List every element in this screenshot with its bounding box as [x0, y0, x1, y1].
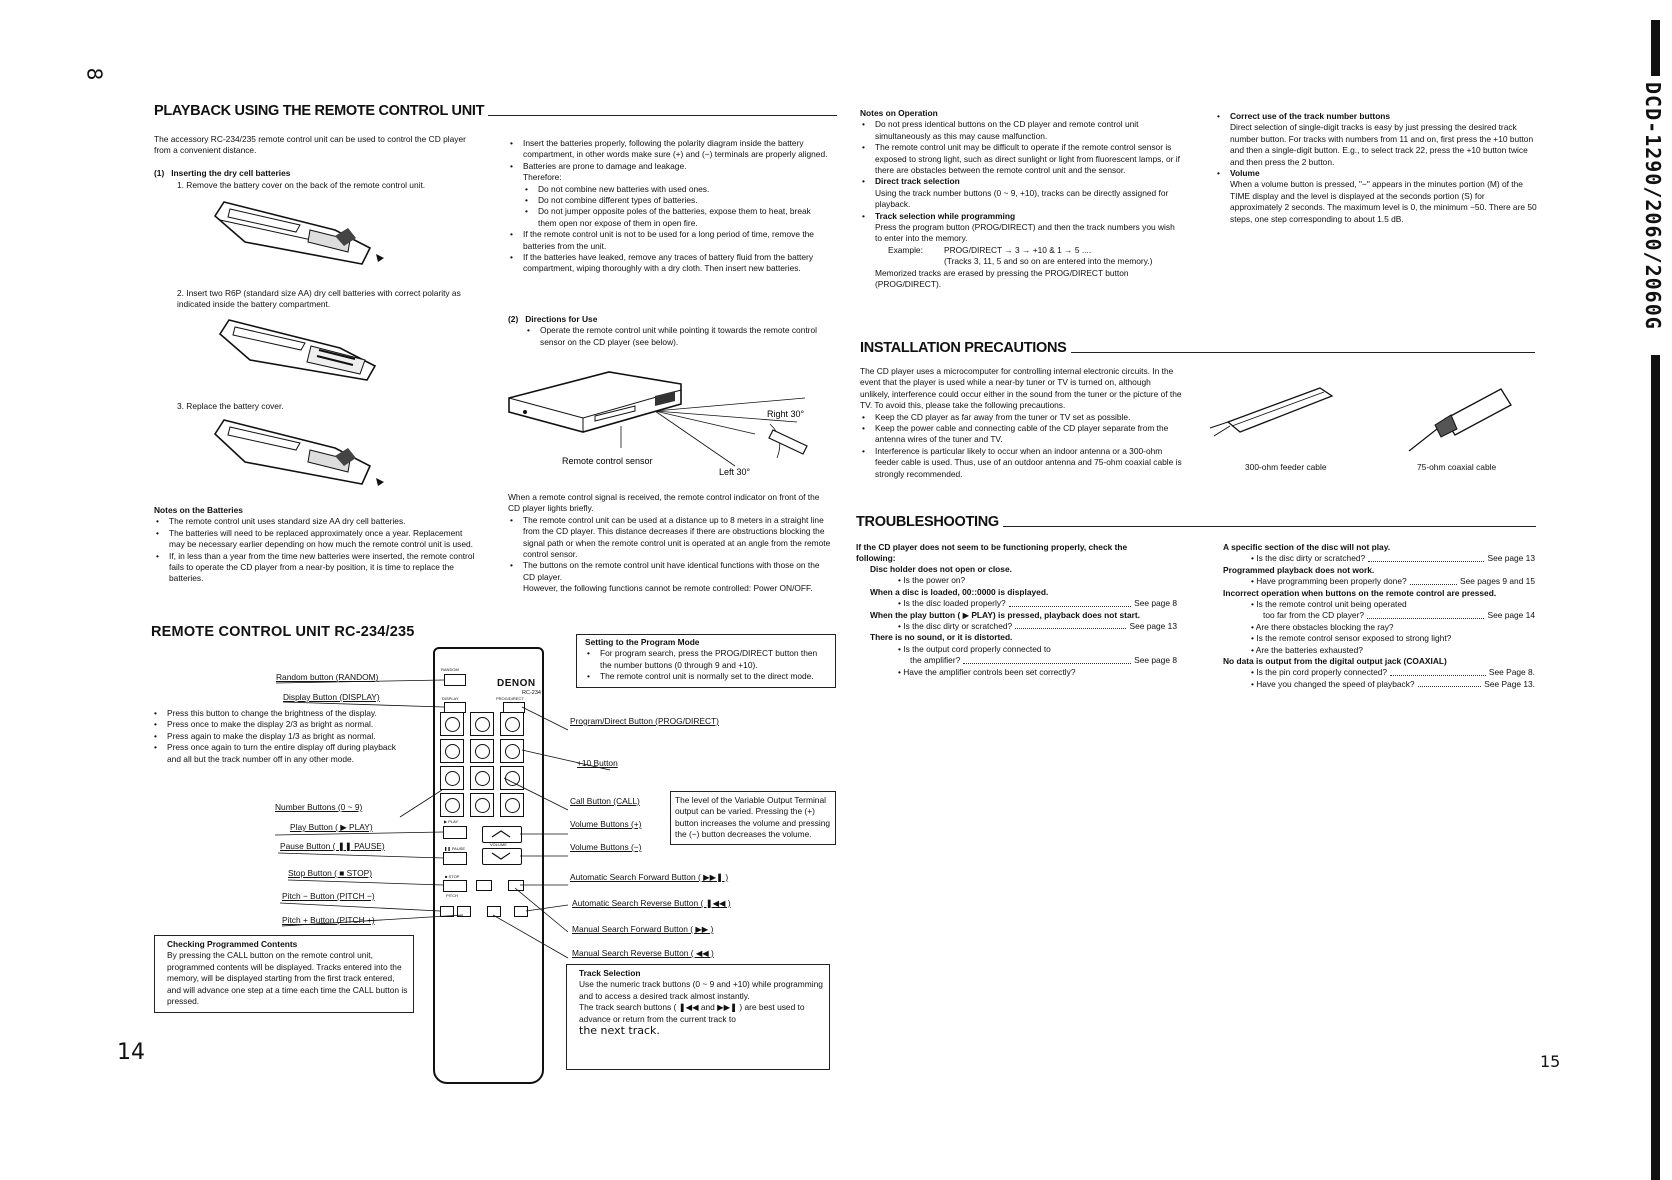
number-button[interactable]: [500, 766, 524, 790]
callout-play: Play Button ( ▶ PLAY): [290, 822, 373, 832]
troubleshooting-left: [870, 564, 1177, 678]
battery-step-3: 3. Replace the battery cover.: [177, 401, 284, 411]
trouble-check-text: • Have programming been properly done?: [1251, 576, 1407, 587]
trouble-symptom: Programmed playback does not work.: [1223, 564, 1375, 575]
number-button-knob: [505, 798, 520, 813]
number-button[interactable]: [470, 793, 494, 817]
pause-button[interactable]: [443, 852, 467, 865]
auto-search-forward-button[interactable]: [514, 906, 528, 917]
callout-auto-search-reverse: Automatic Search Reverse Button ( ❚◀◀ ): [572, 898, 731, 908]
play-button-label: ▶ PLAY: [444, 819, 459, 824]
number-button[interactable]: [440, 793, 464, 817]
callout-volume-down: Volume Buttons (−): [570, 842, 642, 852]
track-buttons-volume-notes: • Correct use of the track number buttons Direct selection of single-digit tracks is easy by just pressing the desired track number button. For tracks with numbers from 11 and on, first press the +10 button and then a single-digit button. E.g., to select track 22, press the +10 button twice and then press the 2 button. • Volume When a volume button is pressed, "−" appears in the minutes portion (M) of the TIME display and the level is displayed at the seconds portion (S) for approximately 2 seconds. The maximum level is 0, the minimum −50. There are 50 steps, one step corresponding to about 1.5 dB.: [1215, 111, 1537, 225]
number-button-knob: [505, 744, 520, 759]
trouble-check: [870, 667, 1177, 678]
number-button[interactable]: [500, 739, 524, 763]
dot-leader: [963, 655, 1131, 663]
side-bar-lower: [1651, 355, 1660, 1180]
rcu-section-title: REMOTE CONTROL UNIT RC-234/235: [151, 624, 415, 640]
number-button-knob: [445, 771, 460, 786]
trouble-page-ref: See Page 8.: [1488, 667, 1535, 678]
callout-stop: Stop Button ( ■ STOP): [288, 868, 373, 878]
display-button-notes: • Press this button to change the brightness of the display. • Press once to make the display 2/3 as bright as normal. • Press again to make the display 1/3 as bright as normal. • Press once again to turn the entire display off during playback and all but the track number off in any other mode.: [152, 708, 402, 765]
trouble-check: [870, 655, 1177, 666]
number-pad: [440, 712, 530, 820]
battery-notes: Notes on the Batteries • The remote control unit uses standard size AA dry cell batteries. • The batteries will need to be replaced approximately once a year. Replacement may be necessary earlier depending on how much the remote control unit is used. • If, in less than a year from the time new batteries were inserted, the remote control fails to operate the CD player from a near-by position, it is time to replace the batteries.: [154, 505, 476, 585]
trouble-symptom: Disc holder does not open or close.: [870, 564, 1012, 574]
number-button[interactable]: [500, 712, 524, 736]
number-button[interactable]: [470, 766, 494, 790]
trouble-check-text: • Are the batteries exhausted?: [1251, 644, 1363, 655]
remote-brand: DENON: [497, 678, 536, 689]
number-button-knob: [505, 717, 520, 732]
callout-manual-search-reverse: Manual Search Reverse Button ( ◀◀ ): [572, 948, 714, 958]
trouble-check: [1223, 679, 1535, 690]
trouble-page-ref: See page 14: [1487, 610, 1535, 621]
trouble-check-text: • Is the disc loaded properly?: [898, 598, 1006, 609]
checking-programmed-box: Checking Programmed Contents By pressing the CALL button on the remote control unit, programmed contents will be displayed. Tracks entered into the memory, will be displayed starting from the first track entered, and will advance one step at a time each time the CALL button is pressed.: [154, 935, 414, 1013]
page-number-right: 15: [1540, 1052, 1561, 1071]
trouble-symptom: Incorrect operation when buttons on the remote control are pressed.: [1223, 587, 1497, 598]
number-button-knob: [475, 744, 490, 759]
trouble-page-ref: See page 13: [1487, 553, 1535, 564]
number-button[interactable]: [500, 793, 524, 817]
trouble-check-text: • Is the disc dirty or scratched?: [1251, 553, 1366, 564]
number-button[interactable]: [440, 712, 464, 736]
random-button-label: RANDOM: [441, 667, 459, 672]
trouble-check: [1223, 645, 1535, 656]
program-mode-box: Setting to the Program Mode • For program search, press the PROG/DIRECT button then the number buttons (0 through 9 and +10). • The remote control unit is normally set to the direct mode.: [576, 634, 836, 688]
trouble-page-ref: See Page 13.: [1484, 678, 1535, 689]
trouble-check-text: • Have you changed the speed of playback?: [1251, 678, 1415, 689]
callout-random: Random button (RANDOM): [276, 672, 379, 682]
figure-label-right: Right 30°: [767, 409, 805, 419]
display-button-label: DISPLAY: [442, 696, 459, 701]
battery-note: • If, in less than a year from the time new batteries were inserted, the remote control fails to operate the CD player from a near-by position, it is time to replace the batteries.: [154, 551, 476, 585]
trouble-symptom: A specific section of the disc will not play.: [1223, 542, 1391, 552]
trouble-check: [1223, 576, 1535, 587]
play-button[interactable]: [443, 826, 467, 839]
callout-pause: Pause Button ( ❚❚ PAUSE): [280, 841, 385, 851]
dot-leader: [1367, 610, 1484, 618]
feeder-cable-illustration: [1208, 380, 1338, 450]
coaxial-cable-illustration: [1405, 385, 1515, 455]
trouble-check: [870, 621, 1177, 632]
battery-precautions: • Insert the batteries properly, following the polarity diagram inside the battery compartment, in other words make sure (+) and (−) terminals are properly aligned. • Batteries are prone to damage and leakage. Therefore: • Do not combine new batteries with used ones. • Do not combine different types of batteries. • Do not jumper opposite poles of the batteries, expose them to heat, break them open nor expose of them in open fire. • If the remote control unit is not to be used for a long period of time, remove the batteries from the unit. • If the batteries have leaked, remove any traces of battery fluid from the battery compartment, wiping thoroughly with a dry cloth. Then insert new batteries.: [508, 138, 831, 275]
trouble-check-text: • Is the disc dirty or scratched?: [898, 621, 1013, 632]
trouble-page-ref: See page 8: [1134, 655, 1177, 666]
dot-leader: [1390, 667, 1486, 675]
track-selection-box: Track Selection Use the numeric track buttons (0 ~ 9 and +10) while programming and to access a desired track almost instantly. The track search buttons ( ❚◀◀ and ▶▶❚ ) are best used to advance or return from the current track to the next track.: [566, 964, 830, 1070]
side-model-label: DCD-1290/2060/2060G: [1641, 82, 1665, 330]
remote-battery-illustration-2: [215, 312, 390, 384]
pause-button-label: ❚❚ PAUSE: [444, 846, 466, 851]
playback-section-title: PLAYBACK USING THE REMOTE CONTROL UNIT: [154, 103, 837, 119]
volume-info-box: The level of the Variable Output Terminal output can be varied. Pressing the (+) button increases the volume and pressing the (−) button decreases the volume.: [670, 791, 836, 845]
number-button[interactable]: [470, 739, 494, 763]
trouble-check: [1223, 553, 1535, 564]
remote-battery-illustration-1: [210, 194, 390, 272]
number-button[interactable]: [440, 766, 464, 790]
pitch-plus-button[interactable]: [457, 906, 471, 917]
dot-leader: [1015, 621, 1126, 629]
trouble-check-text: the amplifier?: [910, 655, 961, 666]
auto-search-reverse-button[interactable]: [487, 906, 501, 917]
battery-note: • The batteries will need to be replaced approximately once a year. Replacement may be necessary earlier depending on how much the remote control unit is used.: [154, 528, 476, 551]
trouble-check: [1223, 633, 1535, 644]
trouble-check: [870, 644, 1177, 655]
figure-label-sensor: Remote control sensor: [562, 456, 653, 466]
pitch-minus-button[interactable]: [440, 906, 454, 917]
number-button-knob: [505, 771, 520, 786]
battery-note: • The remote control unit uses standard size AA dry cell batteries.: [154, 516, 476, 527]
trouble-check-text: • Is the pin cord properly connected?: [1251, 667, 1388, 678]
trouble-check-text: • Is the output cord properly connected to: [898, 643, 1051, 654]
callout-pitch-plus: Pitch + Button (PITCH +): [282, 915, 375, 925]
remote-battery-illustration-3: [210, 412, 390, 494]
stop-button[interactable]: [443, 880, 467, 892]
trouble-check: [1223, 667, 1535, 678]
cd-player-sensor-figure: [505, 368, 823, 480]
number-button-knob: [475, 771, 490, 786]
dot-leader: [1418, 679, 1482, 687]
installation-text: The CD player uses a microcomputer for controlling internal electronic circuits. In the event that the player is used while a near-by tuner or TV is turned on, although unlikely, interference could occur either in the sound from the tuner or the picture of the TV. To avoid this, please take the following precautions. • Keep the CD player as far away from the tuner or TV set as possible. • Keep the power cable and connecting cable of the CD player separate from the antenna wires of the tuner and TV. • Interference is particular likely to occur when an indoor antenna or a 300-ohm feeder cable is used. Thus, use of an outdoor antenna and 75-ohm coaxial cable is strongly recommended.: [860, 366, 1182, 480]
stop-button-label: ■ STOP: [445, 874, 460, 879]
pitch-label: PITCH: [446, 893, 458, 898]
trouble-check-text: • Is the remote control unit being operated: [1251, 599, 1407, 610]
random-button[interactable]: [444, 674, 466, 686]
volume-label: VOLUME: [490, 842, 507, 847]
manual-search-reverse-button[interactable]: [476, 880, 492, 891]
trouble-symptom: When the play button ( ▶ PLAY) is pressed, playback does not start.: [870, 609, 1140, 620]
battery-step-2: 2. Insert two R6P (standard size AA) dry cell batteries with correct polarity as indicated inside the battery compartment.: [177, 288, 461, 310]
trouble-check: [1223, 599, 1535, 610]
trouble-check-text: • Is the remote control sensor exposed to strong light?: [1251, 633, 1452, 644]
number-button-knob: [445, 744, 460, 759]
side-bar: [1651, 20, 1660, 76]
dot-leader: [1410, 576, 1457, 584]
callout-auto-search-forward: Automatic Search Forward Button ( ▶▶❚ ): [570, 872, 729, 882]
playback-intro: The accessory RC-234/235 remote control unit can be used to control the CD player from a convenient distance.: [154, 134, 466, 156]
callout-pitch-minus: Pitch − Button (PITCH −): [282, 891, 375, 901]
installation-section-title: INSTALLATION PRECAUTIONS: [860, 340, 1535, 356]
trouble-check-text: • Is the power on?: [898, 575, 966, 586]
dot-leader: [1368, 553, 1484, 561]
callout-manual-search-forward: Manual Search Forward Button ( ▶▶ ): [572, 924, 714, 934]
trouble-symptom: No data is output from the digital output jack (COAXIAL): [1223, 656, 1447, 667]
number-button-knob: [445, 798, 460, 813]
callout-volume-up: Volume Buttons (+): [570, 819, 642, 829]
trouble-page-ref: See pages 9 and 15: [1460, 576, 1535, 587]
manual-search-forward-button[interactable]: [508, 880, 524, 891]
number-button-knob: [475, 798, 490, 813]
directions-for-use: (2) Directions for Use • Operate the remote control unit while pointing it towards the remote control sensor on the CD player (see below).: [508, 314, 831, 348]
troubleshooting-right: [1223, 542, 1535, 690]
battery-step-1: 1. Remove the battery cover on the back of the remote control unit.: [177, 180, 426, 190]
volume-up-icon: [490, 829, 512, 839]
dot-leader: [1009, 598, 1131, 606]
trouble-check-text: • Are there obstacles blocking the ray?: [1251, 621, 1394, 632]
number-button-knob: [445, 717, 460, 732]
trouble-check-text: too far from the CD player?: [1263, 610, 1365, 621]
page-number-left: 14: [117, 1040, 145, 1065]
trouble-page-ref: See page 8: [1134, 598, 1177, 609]
notes-on-operation: Notes on Operation • Do not press identical buttons on the CD player and remote control unit simultaneously as this may cause malfunction. • The remote control unit may be difficult to operate if the remote control sensor is exposed to strong light, such as direct sunlight or light from fluorescent lamps, or if there are obstacles between the remote control unit and the sensor. • Direct track selection Using the track number buttons (0 ~ 9, +10), tracks can be directly assigned for playback. • Track selection while programming Press the program button (PROG/DIRECT) and then the track numbers you wish to enter into the memory. Example: PROG/DIRECT → 3 → +10 & 1 → 5 .... (Tracks 3, 11, 5 and so on are entered into the memory.) Memorized tracks are erased by pressing the PROG/DIRECT button (PROG/DIRECT).: [860, 108, 1182, 291]
remote-model: RC-234: [522, 690, 541, 696]
troubleshooting-intro: If the CD player does not seem to be functioning properly, check the following:: [856, 542, 1128, 564]
battery-section-header: (1) Inserting the dry cell batteries: [154, 168, 291, 178]
volume-down-icon: [490, 851, 512, 861]
callout-plus10: +10 Button: [577, 758, 618, 768]
callout-prog-direct: Program/Direct Button (PROG/DIRECT): [570, 716, 719, 726]
troubleshooting-section-title: TROUBLESHOOTING: [856, 514, 1536, 530]
trouble-page-ref: See page 13: [1129, 621, 1177, 632]
callout-call: Call Button (CALL): [570, 796, 640, 806]
coaxial-cable-label: 75-ohm coaxial cable: [1417, 462, 1497, 472]
feeder-cable-label: 300-ohm feeder cable: [1245, 462, 1327, 472]
remote-usage-notes: When a remote control signal is received, the remote control indicator on front of the CD player lights briefly. • The remote control unit can be used at a distance up to 8 meters in a straight line from the CD player. This distance decreases if there are obstructions blocking the signal path or when the remote control unit is operated at an angle from the remote control sensor. • The buttons on the remote control unit have identical functions with those on the CD player. However, the following functions cannot be remote controlled: Power ON/OFF.: [508, 492, 831, 595]
prog-direct-button-label: PROG/DIRECT: [496, 696, 524, 701]
number-button[interactable]: [440, 739, 464, 763]
trouble-check: [1223, 610, 1535, 621]
trouble-check: [870, 575, 1177, 586]
number-button-knob: [475, 717, 490, 732]
callout-number: Number Buttons (0 ~ 9): [275, 802, 363, 812]
trouble-symptom: There is no sound, or it is distorted.: [870, 632, 1013, 643]
figure-label-left: Left 30°: [719, 467, 751, 477]
trouble-symptom: When a disc is loaded, 00::0000 is displayed.: [870, 586, 1049, 597]
number-button[interactable]: [470, 712, 494, 736]
page-number-top: 8: [82, 67, 107, 81]
trouble-check: [870, 598, 1177, 609]
trouble-check: [1223, 622, 1535, 633]
callout-display: Display Button (DISPLAY): [283, 692, 380, 702]
trouble-check-text: • Have the amplifier controls been set correctly?: [898, 666, 1076, 677]
